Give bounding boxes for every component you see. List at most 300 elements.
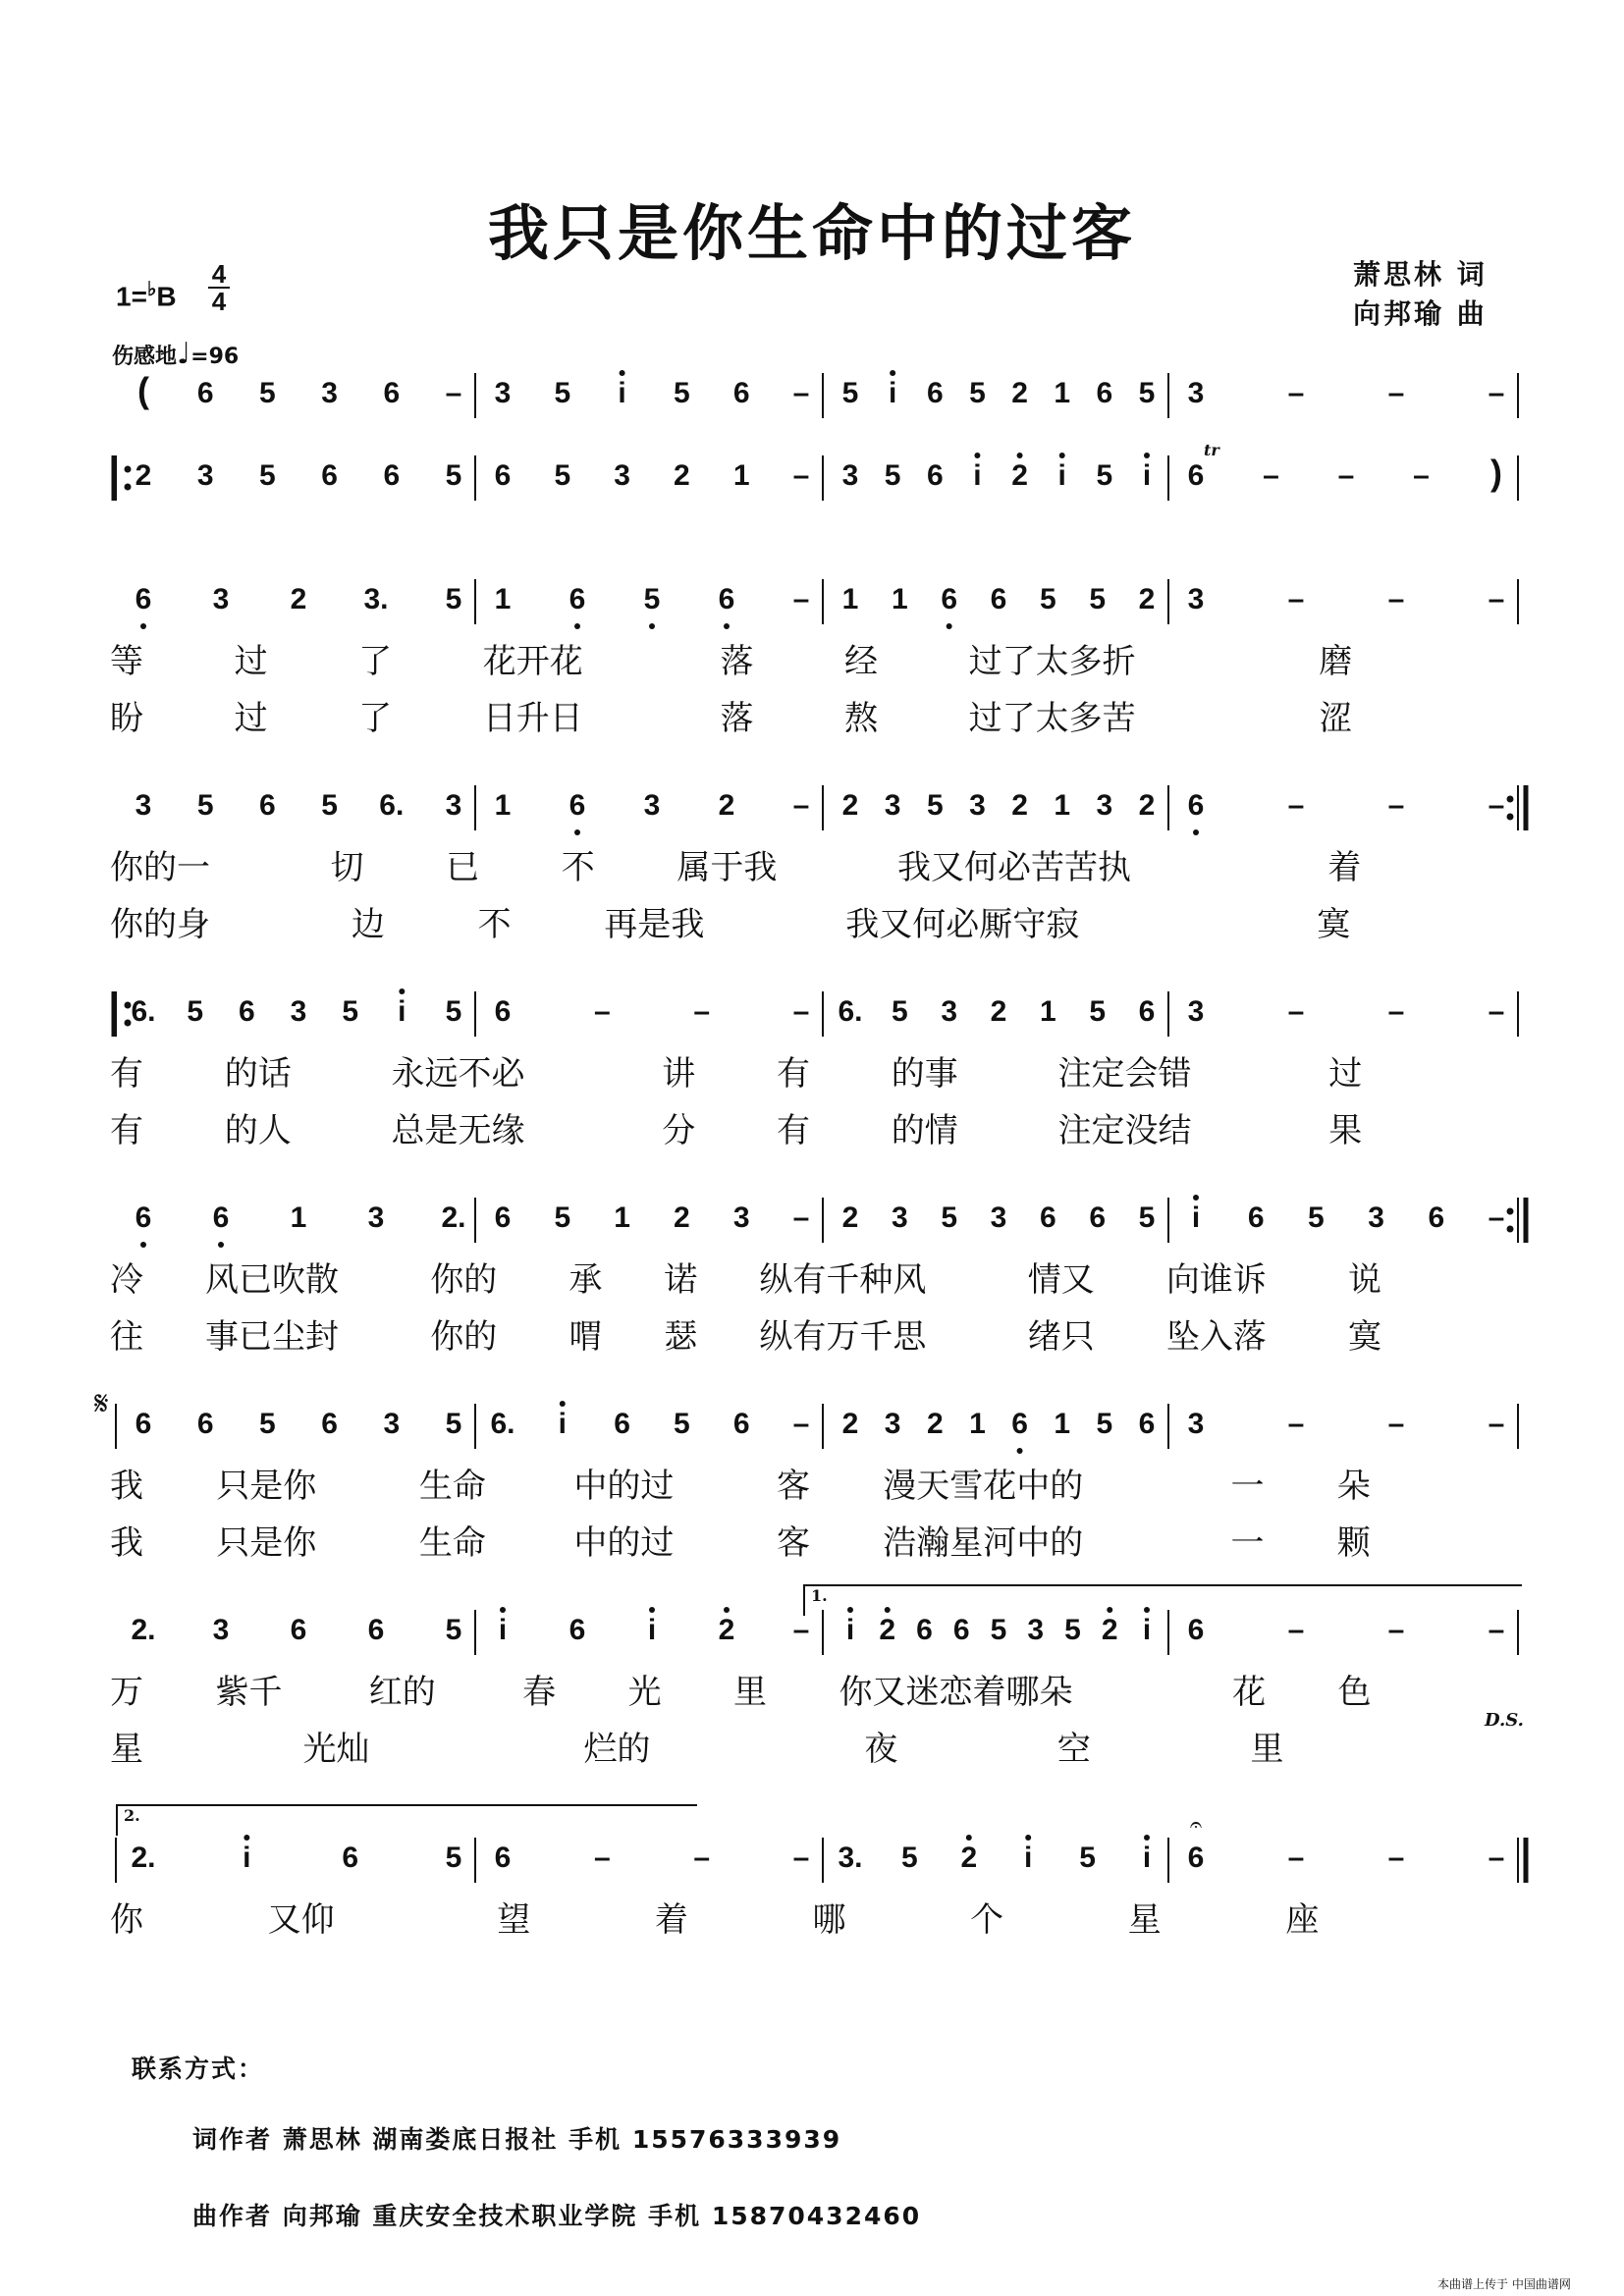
note: 6 [1089,1201,1107,1234]
note: i [1142,1614,1152,1646]
note: i [1057,459,1066,492]
note: 2 [926,1408,944,1440]
score-system [0,1182,1624,1234]
dash-extension: – [792,995,810,1028]
lyricist-credit: 萧思林 词 [1353,258,1488,291]
note: 5 [1039,583,1056,615]
note: 3 [1187,583,1205,615]
note: i [398,995,406,1028]
high-octave-dot [724,1607,730,1613]
lyric-syllable: 只是你 [216,1467,317,1506]
note: 5 [259,1408,276,1440]
note: 3 [494,377,512,409]
lyric-syllable: 有 [110,1054,143,1094]
note: 6 [1187,789,1205,822]
note: 6 [1138,995,1156,1028]
lyric-syllable: 注定会错 [1057,1054,1192,1094]
note: 6 [196,377,214,409]
lyric-syllable: 星 [110,1730,143,1769]
lyric-syllable: 浩瀚星河中的 [883,1523,1084,1563]
dash-extension: – [792,459,810,492]
lyric-syllable: 落 [720,642,754,681]
lyric-row [0,1309,1624,1357]
low-octave-dot [140,623,146,629]
lyricist-contact: 词作者 萧思林 湖南娄底日报社 手机 15576333939 [192,2125,842,2154]
note: 5 [1089,583,1107,615]
note: 2 [841,1201,859,1234]
lyric-syllable: 个 [970,1900,1004,1940]
lyric-syllable: 诺 [664,1260,698,1300]
dash-extension: – [1387,789,1405,822]
note: 3 [196,459,214,492]
note: 3 [321,377,338,409]
lyric-syllable: 光 [627,1673,662,1712]
note: 6 [196,1408,214,1440]
note: 3 [1187,1408,1205,1440]
dash-extension: – [1337,459,1355,492]
parenthesis: ( [137,370,149,410]
note: 6 [494,1842,512,1874]
note: 6 [941,583,958,615]
trill-mark: tr [1204,441,1219,459]
score-system [0,357,1624,410]
high-octave-dot [885,1607,891,1613]
note: 3 [445,789,462,822]
lyric-syllable: 不 [561,848,595,887]
note: 2 [674,459,690,492]
high-octave-dot [1193,1195,1199,1201]
parenthesis: ) [1490,453,1502,493]
lyric-syllable: 有 [777,1054,810,1094]
note: 3 [212,583,230,615]
lyric-row [0,1722,1624,1769]
lyric-syllable: 一 [1230,1467,1265,1506]
note: i [888,377,897,409]
note: 5 [941,1201,958,1234]
note: 6 [952,1614,970,1646]
note: i [1142,1842,1152,1874]
lyric-syllable: 我 [110,1523,143,1563]
lyric-syllable: 烂的 [583,1730,651,1769]
dash-extension: – [593,995,611,1028]
lyric-syllable: 过 [1328,1054,1363,1094]
flat-sign: ♭ [146,279,157,300]
dash-extension: – [1488,1842,1505,1874]
lyric-syllable: 不 [477,905,512,944]
lyric-syllable: 着 [1327,848,1362,887]
lyric-syllable: 过 [234,642,268,681]
lyric-syllable: 红的 [368,1673,436,1712]
note: i [1142,459,1152,492]
time-sig-top: 4 [211,259,227,289]
composer-contact: 曲作者 向邦瑜 重庆安全技术职业学院 手机 15870432460 [192,2202,922,2230]
note: 6 [1187,1614,1205,1646]
note: 6 [614,1408,630,1440]
score-system [0,563,1624,615]
lyric-syllable: 瑟 [664,1317,698,1357]
score-system [0,770,1624,822]
lyric-row [0,840,1624,887]
note: i [558,1408,567,1440]
note: 5 [554,459,571,492]
high-octave-dot [1144,453,1150,458]
note: 6 [321,459,338,492]
lyric-syllable: 再是我 [604,905,705,944]
note: 6 [926,377,944,409]
note: 5 [891,995,908,1028]
note: 3 [969,789,986,822]
lyric-syllable: 了 [358,642,393,681]
dash-extension: – [1488,1201,1505,1234]
repeat-dot [125,1002,132,1009]
lyric-row [0,691,1624,738]
note: 5 [674,377,690,409]
lyric-syllable: 有 [777,1111,810,1150]
note: 6 [367,1614,385,1646]
note: 5 [674,1408,690,1440]
dash-extension: – [693,995,711,1028]
lyric-syllable: 中的过 [573,1523,675,1563]
note: 3 [643,789,661,822]
lyric-syllable: 风已吹散 [205,1260,339,1300]
lyric-syllable: 客 [777,1523,810,1563]
dash-extension: – [1387,377,1405,409]
ds-marking: D.S. [1485,1710,1524,1731]
note: 5 [1089,995,1107,1028]
note: 2 [674,1201,690,1234]
dash-extension: – [1287,1408,1305,1440]
lyric-syllable: 磨 [1319,642,1353,681]
lyric-syllable: 你的 [430,1317,498,1357]
time-sig-bottom: 4 [208,287,230,314]
lyric-syllable: 已 [446,848,480,887]
note: 1 [891,583,908,615]
low-octave-dot [1017,1448,1023,1454]
note: 6 [135,1408,152,1440]
note: 6 [1428,1201,1445,1234]
note: 1 [1054,1408,1071,1440]
fermata-icon: 𝄐 [1189,1813,1203,1838]
lyric-syllable: 分 [662,1111,696,1150]
note: 3 [884,789,901,822]
lyric-syllable: 我又何必厮守寂 [845,905,1080,944]
lyric-syllable: 夜 [864,1730,898,1769]
lyric-syllable: 只是你 [216,1523,317,1563]
high-octave-dot [1059,453,1065,458]
lyric-syllable: 的事 [891,1054,958,1094]
note: 5 [342,995,359,1028]
high-octave-dot [890,370,895,376]
note: 2 [841,1408,859,1440]
note: 1 [494,583,512,615]
dash-extension: – [1287,583,1305,615]
composer-credit: 向邦瑜 曲 [1353,297,1488,330]
note: 5 [259,377,276,409]
lyric-syllable: 说 [1348,1260,1381,1300]
lyric-syllable: 过 [234,699,268,738]
note: 5 [643,583,661,615]
note: 5 [321,789,338,822]
lyric-syllable: 里 [1250,1730,1284,1769]
note: 5 [1064,1614,1081,1646]
lyric-row [0,1665,1624,1712]
note: i [647,1614,657,1646]
note: 1 [494,789,512,822]
key-note: B [156,281,177,312]
note: 2 [1138,789,1156,822]
note: i [243,1842,251,1874]
note: 6 [568,583,586,615]
dash-extension: – [1287,789,1305,822]
note: 3 [212,1614,230,1646]
lyric-syllable: 的话 [224,1054,292,1094]
note: 6 [238,995,255,1028]
note: 6 [732,1408,750,1440]
note: 5 [445,583,462,615]
volta-2-label: 2. [124,1806,140,1825]
note: 3 [1187,995,1205,1028]
lyric-syllable: 落 [720,699,754,738]
note: 5 [841,377,859,409]
lyric-syllable: 喟 [568,1317,603,1357]
note: 5 [259,459,276,492]
lyric-row [0,1516,1624,1563]
dash-extension: – [1488,1408,1505,1440]
lyric-syllable: 了 [358,699,393,738]
note: 5 [554,1201,571,1234]
footer-credit: 本曲谱上传于 中国曲谱网 [1437,2277,1571,2291]
note: 2 [1011,789,1028,822]
lyric-syllable: 我又何必苦苦执 [896,848,1131,887]
note: 6. [131,995,156,1028]
lyric-syllable: 日升日 [482,699,583,738]
dash-extension: – [792,1201,810,1234]
lyric-syllable: 花 [1232,1673,1267,1712]
note: 6 [259,789,276,822]
note: 1 [1039,995,1056,1028]
repeat-dot [1507,796,1514,803]
note: 5 [445,995,462,1028]
note: 6 [916,1614,933,1646]
volta-1-label: 1. [811,1586,828,1605]
note: 5 [1096,459,1113,492]
lyric-syllable: 的情 [891,1111,958,1150]
lyric-syllable: 过了太多苦 [968,699,1136,738]
lyric-syllable: 朵 [1336,1467,1371,1506]
high-octave-dot [847,1607,853,1613]
dash-extension: – [1387,1408,1405,1440]
lyric-syllable: 里 [733,1673,768,1712]
note: 6 [135,1201,152,1234]
note: 1 [290,1201,307,1234]
lyric-syllable: 盼 [110,699,143,738]
dash-extension: – [1387,1842,1405,1874]
note: 5 [1308,1201,1325,1234]
lyric-syllable: 总是无缘 [391,1111,525,1150]
repeat-dot [1507,1208,1514,1215]
note: 6 [1247,1201,1265,1234]
high-octave-dot [1107,1607,1112,1613]
score-system [0,1813,1624,1874]
lyric-syllable: 你 [110,1900,143,1940]
dash-extension: – [1263,459,1279,492]
low-octave-dot [1193,829,1199,835]
note: 6 [342,1842,359,1874]
note: 3 [841,459,859,492]
key-label: 1= [116,281,147,312]
lyric-syllable: 我 [110,1467,143,1506]
dash-extension: – [1287,377,1305,409]
note: i [618,377,626,409]
note: i [1024,1842,1033,1874]
dash-extension: – [1287,1614,1305,1646]
note: 3 [367,1201,385,1234]
lyric-syllable: 颗 [1336,1523,1371,1563]
dash-extension: – [792,1614,810,1646]
repeat-dot [1507,814,1514,821]
low-octave-dot [649,623,655,629]
note: 6 [732,377,750,409]
low-octave-dot [947,623,952,629]
note: 3 [290,995,307,1028]
lyric-syllable: 寞 [1317,905,1351,944]
low-octave-dot [140,1242,146,1248]
note: i [845,1614,855,1646]
repeat-dot [1507,1226,1514,1233]
high-octave-dot [649,1607,655,1613]
note: 2 [960,1842,978,1874]
high-octave-dot [1025,1835,1031,1841]
note: 2 [879,1614,896,1646]
note: 1 [969,1408,986,1440]
dash-extension: – [792,377,810,409]
note: 5 [990,1614,1007,1646]
note: 6 [383,459,401,492]
lyric-syllable: 有 [110,1111,143,1150]
note: 3 [1096,789,1113,822]
lyric-syllable: 冷 [110,1260,143,1300]
high-octave-dot [974,453,980,458]
lyric-syllable: 花开花 [482,642,583,681]
lyric-syllable: 空 [1056,1730,1091,1769]
lyric-syllable: 边 [351,905,385,944]
dash-extension: – [792,1408,810,1440]
lyric-syllable: 你又迷恋着哪朵 [839,1673,1073,1712]
lyric-syllable: 纵有千种风 [759,1260,927,1300]
lyric-syllable: 中的过 [573,1467,675,1506]
key-signature [116,277,177,312]
score-system [0,1594,1624,1646]
quarter-note-icon: ♩ [177,337,191,371]
lyric-syllable: 事已尘封 [205,1317,339,1357]
high-octave-dot [244,1835,249,1841]
note: 5 [445,1842,462,1874]
note: 2. [131,1842,156,1874]
note: 2 [718,1614,735,1646]
lyric-syllable: 你的一 [110,848,210,887]
dash-extension: – [792,1842,810,1874]
note: 3 [1027,1614,1045,1646]
note: 2 [841,789,859,822]
lyric-row [0,634,1624,681]
lyric-syllable: 生命 [418,1467,486,1506]
note: 3 [1368,1201,1384,1234]
note: 6 [1039,1201,1056,1234]
lyric-syllable: 讲 [662,1054,696,1094]
lyric-syllable: 生命 [418,1523,486,1563]
lyric-row [0,1046,1624,1094]
note: 6 [321,1408,338,1440]
note: 2. [441,1201,466,1234]
note: 3 [135,789,152,822]
note: 5 [445,1408,462,1440]
lyric-syllable: 座 [1285,1900,1320,1940]
lyric-row [0,897,1624,944]
dash-extension: – [792,583,810,615]
lyric-syllable: 绪只 [1027,1317,1095,1357]
note: 3 [732,1201,750,1234]
high-octave-dot [966,1835,972,1841]
score-system [0,976,1624,1028]
high-octave-dot [500,1607,506,1613]
lyric-syllable: 客 [777,1467,810,1506]
note: 6. [379,789,405,822]
lyric-syllable: 寞 [1348,1317,1381,1357]
lyric-syllable: 永远不必 [391,1054,525,1094]
contact-heading: 联系方式： [132,2055,265,2083]
lyric-syllable: 漫天雪花中的 [883,1467,1084,1506]
repeat-dot [125,1020,132,1027]
note: 6 [990,583,1007,615]
time-signature [208,261,230,314]
note: 6 [568,1614,586,1646]
lyric-syllable: 过了太多折 [968,642,1136,681]
note: 5 [187,995,204,1028]
dash-extension: – [1413,459,1430,492]
lyric-syllable: 的人 [224,1111,292,1150]
note: 2 [1138,583,1156,615]
note: 2 [1101,1614,1118,1646]
high-octave-dot [399,988,405,994]
note: 2 [290,583,307,615]
lyric-syllable: 等 [110,642,143,681]
high-octave-dot [560,1401,566,1407]
note: i [498,1614,508,1646]
lyric-syllable: 你的 [430,1260,498,1300]
note: 2. [131,1614,156,1646]
lyric-syllable: 万 [110,1673,143,1712]
note: 6 [290,1614,307,1646]
note: 6 [1011,1408,1028,1440]
note: 3 [941,995,958,1028]
dash-extension: – [792,789,810,822]
repeat-dot [125,466,132,473]
lyric-syllable: 情又 [1027,1260,1095,1300]
dash-extension: – [593,1842,611,1874]
high-octave-dot [1017,453,1023,458]
low-octave-dot [218,1242,224,1248]
lyric-syllable: 注定没结 [1057,1111,1192,1150]
dash-extension: – [693,1842,711,1874]
lyric-row [0,1893,1624,1940]
segno-icon: 𝄋 [94,1384,109,1423]
note: 1 [732,459,750,492]
note: 2 [718,789,735,822]
note: 2 [1011,377,1028,409]
lyric-syllable: 向谁诉 [1165,1260,1267,1300]
lyric-syllable: 坠入落 [1165,1317,1267,1357]
lyric-syllable: 往 [110,1317,143,1357]
